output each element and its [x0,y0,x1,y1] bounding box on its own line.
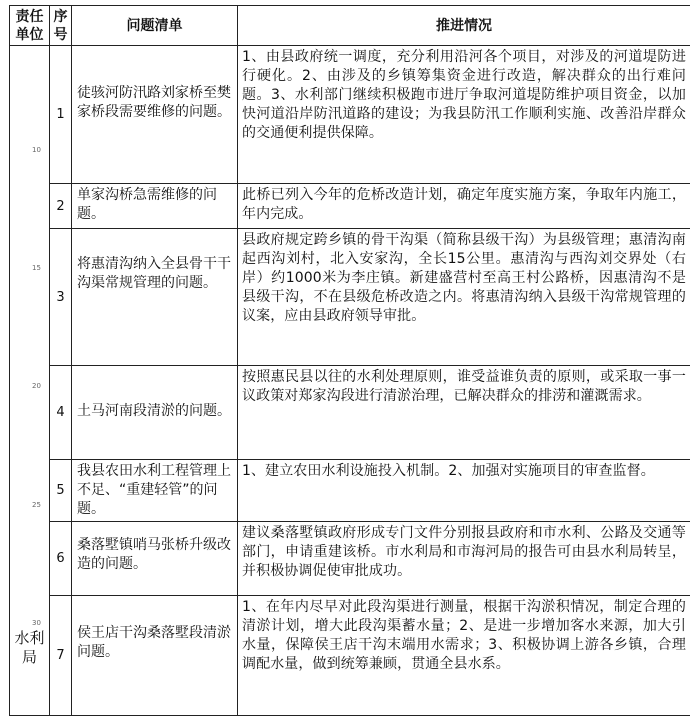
row-number: 3 [50,229,72,366]
table-row [10,596,690,716]
line-marker: 10 [32,141,41,160]
dept-cell [10,46,50,716]
dept-name: 水利局 [14,629,46,667]
line-marker: 20 [32,377,41,396]
progress-text: 1、由县政府统一调度，充分利用沿河各个项目，对涉及的河道堤防进行硬化。2、由涉及的乡镇筹集资金进行改造，解决群众的出行难问题。3、水利部门继续积极跑市进厅争取河道堤防维护项目资金，以加快河道沿岸防汛道路的建设；为我县防汛工作顺利实施、改善沿岸群众的交通便利提供保障。 [238,46,690,184]
row-number: 7 [50,596,72,716]
line-marker: 25 [32,496,41,515]
row-number: 5 [50,460,72,522]
issue-text: 单家沟桥急需维修的问题。 [72,184,238,229]
table-row [10,229,690,366]
row-number: 6 [50,522,72,596]
table-row [10,184,690,229]
progress-text: 按照惠民县以往的水利处理原则，谁受益谁负责的原则，或采取一事一议政策对郑家沟段进行清淤治理，已解决群众的排涝和灌溉需求。 [238,366,690,460]
issue-text: 徒骇河防汛路刘家桥至樊家桥段需要维修的问题。 [72,46,238,184]
progress-text: 此桥已列入今年的危桥改造计划，确定年度实施方案，争取年内施工，年内完成。 [238,184,690,229]
issue-text: 将惠清沟纳入全县骨干干沟渠常规管理的问题。 [72,229,238,366]
table-row [10,522,690,596]
progress-text: 1、在年内尽早对此段沟渠进行测量，根据干沟淤积情况，制定合理的清淤计划，增大此段沟渠蓄水量；2、是进一步增加客水来源，加大引水量，保障侯王店干沟末端用水需求；3、积极协调上游各乡镇，合理调配水量，做到统筹兼顾，贯通全县水系。 [238,596,690,716]
row-number: 4 [50,366,72,460]
row-number: 2 [50,184,72,229]
header-progress: 推进情况 [238,6,690,46]
document-sheet [9,5,690,705]
line-marker: 30 [32,614,41,633]
issue-text: 土马河南段清淤的问题。 [72,366,238,460]
row-number: 1 [50,46,72,184]
progress-text: 1、建立农田水利设施投入机制。2、加强对实施项目的审查监督。 [238,460,690,522]
header-dept: 责任单位 [10,6,50,46]
progress-text: 建议桑落墅镇政府形成专门文件分别报县政府和市水利、公路及交通等部门，申请重建该桥。市水利局和市海河局的报告可由县水利局转呈，并积极协调促使审批成功。 [238,522,690,596]
table-row [10,366,690,460]
issue-text: 桑落墅镇哨马张桥升级改造的问题。 [72,522,238,596]
header-seq: 序号 [50,6,72,46]
table-row [10,460,690,522]
table-row [10,46,690,184]
issue-text: 侯王店干沟桑落墅段清淤问题。 [72,596,238,716]
issue-text: 我县农田水利工程管理上不足、“重建轻管”的问题。 [72,460,238,522]
header-issue: 问题清单 [72,6,238,46]
line-marker: 15 [32,259,41,278]
issue-progress-table [9,5,690,716]
table-header-row [10,6,690,46]
progress-text: 县政府规定跨乡镇的骨干沟渠（简称县级干沟）为县级管理；惠清沟南起西沟刘村，北入安家沟，全长15公里。惠清沟与西沟刘交界处（右岸）约1000米为李庄镇。新建盛营村至高王村公路桥，因惠清沟不是县级干沟，不在县级危桥改造之内。将惠清沟纳入县级干沟常规管理的议案，应由县政府领导审批。 [238,229,690,366]
